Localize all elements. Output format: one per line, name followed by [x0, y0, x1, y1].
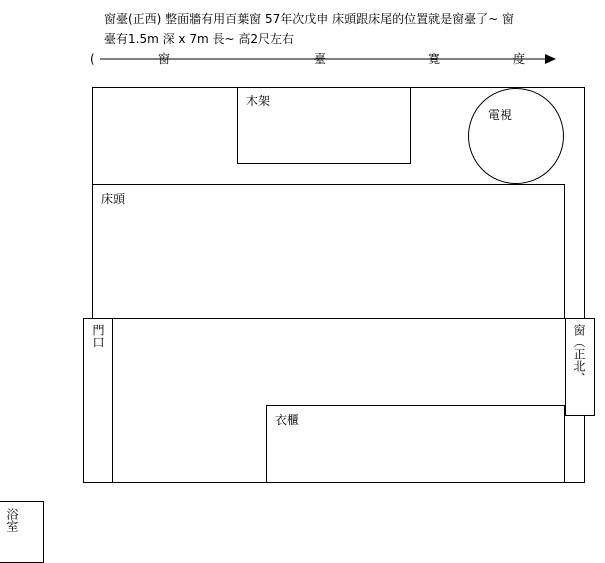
- dimension-char-2: 臺: [314, 52, 327, 66]
- dimension-char-3: 寬: [428, 52, 441, 66]
- bathroom-label: 浴室: [5, 508, 19, 532]
- window-label: 窗（正北、: [572, 324, 586, 384]
- header-note-line1: 窗臺(正西) 整面牆有用百葉窗 57年次戊申 床頭跟床尾的位置就是窗臺了~ 窗: [104, 12, 514, 26]
- header-note-line2: 臺有1.5m 深 x 7m 長~ 高2尺左右: [104, 32, 294, 46]
- dimension-char-4: 度: [513, 52, 526, 66]
- wardrobe: [266, 405, 565, 483]
- wardrobe-label: 衣櫃: [275, 413, 300, 427]
- tv: [468, 88, 564, 184]
- door-label: 門口: [91, 324, 105, 348]
- dimension-char-1: 窗: [158, 52, 171, 66]
- dimension-open-paren: (: [90, 52, 95, 66]
- tv-label: 電視: [488, 108, 513, 122]
- shelf-label: 木架: [246, 94, 271, 108]
- bed: [92, 184, 565, 319]
- bed-head-label: 床頭: [101, 192, 126, 206]
